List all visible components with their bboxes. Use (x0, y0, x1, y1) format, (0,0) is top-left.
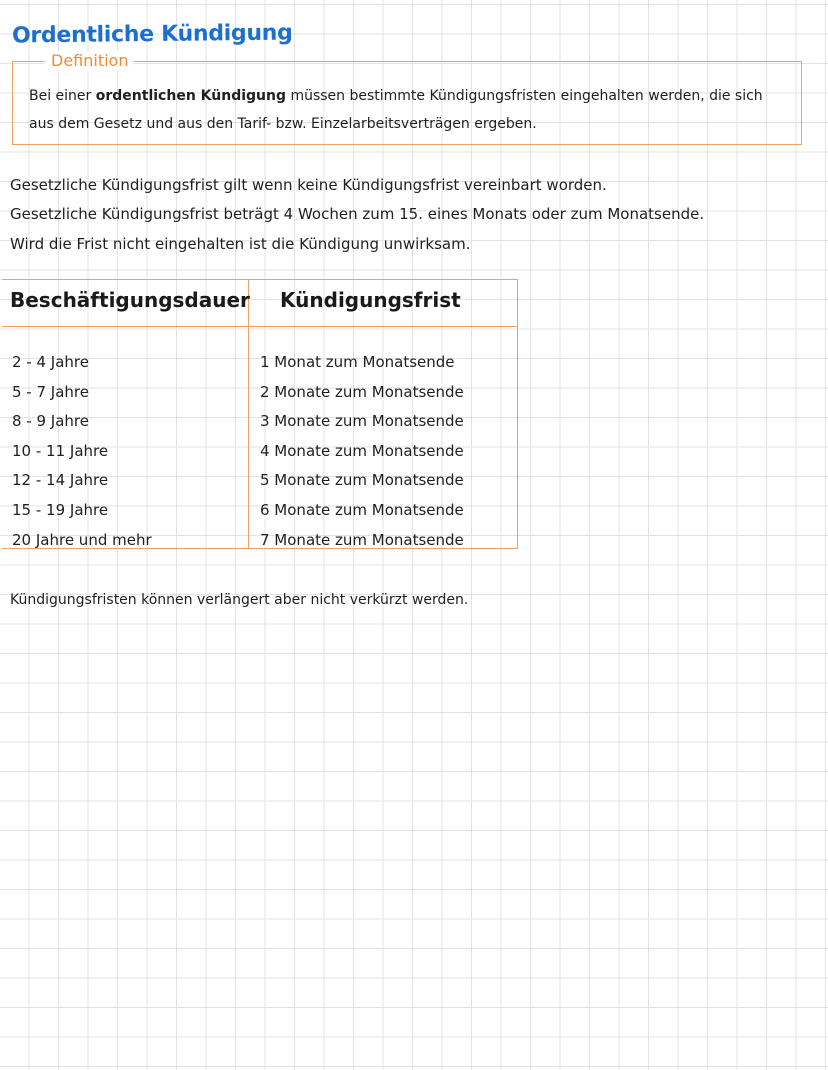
table-cell-notice: 2 Monate zum Monatsende (260, 382, 464, 401)
table-cell-duration: 12 - 14 Jahre (12, 471, 109, 490)
definition-text-before: Bei einer (29, 88, 96, 104)
table-row (2, 470, 517, 500)
table-cell-notice: 5 Monate zum Monatsende (260, 471, 464, 490)
paragraph-1: Gesetzliche Kündigungsfrist gilt wenn keine Kündigungsfrist vereinbart worden. (10, 176, 607, 194)
paragraph-3: Wird die Frist nicht eingehalten ist die Kündigung unwirksam. (10, 235, 471, 253)
table-cell-notice: 3 Monate zum Monatsende (260, 412, 464, 431)
definition-text-line2: aus dem Gesetz und aus den Tarif- bzw. Einzelarbeitsverträgen ergeben. (29, 116, 537, 132)
table-header-duration: Beschäftigungsdauer (10, 288, 250, 312)
table-row (2, 382, 517, 412)
table-cell-notice: 7 Monate zum Monatsende (260, 530, 464, 549)
table-cell-duration: 20 Jahre und mehr (12, 530, 152, 549)
table-cell-notice: 6 Monate zum Monatsende (260, 500, 464, 519)
table-row (2, 411, 517, 441)
table-cell-notice: 4 Monate zum Monatsende (260, 441, 464, 460)
table-cell-duration: 5 - 7 Jahre (12, 382, 89, 401)
table-header-divider (2, 326, 517, 327)
notice-period-table (2, 279, 518, 549)
table-body (2, 352, 517, 559)
definition-bold-term: ordentlichen Kündigung (95, 88, 286, 104)
definition-text (29, 82, 789, 138)
table-row (2, 441, 517, 471)
table-row (2, 530, 517, 560)
table-row (2, 352, 517, 382)
table-cell-notice: 1 Monat zum Monatsende (260, 353, 455, 371)
definition-box (12, 51, 802, 145)
table-cell-duration: 10 - 11 Jahre (12, 441, 109, 460)
paragraph-2: Gesetzliche Kündigungsfrist beträgt 4 Wochen zum 15. eines Monats oder zum Monatsende. (10, 205, 705, 223)
table-header-notice-period: Kündigungsfrist (280, 288, 461, 312)
table-cell-duration: 8 - 9 Jahre (12, 412, 89, 431)
table-cell-duration: 2 - 4 Jahre (12, 353, 89, 371)
table-cell-duration: 15 - 19 Jahre (12, 500, 109, 519)
table-row (2, 500, 517, 530)
definition-text-after: müssen bestimmte Kündigungsfristen eingehalten werden, die sich (286, 88, 763, 104)
definition-label: Definition (45, 51, 134, 71)
page-title: Ordentliche Kündigung (11, 20, 293, 49)
footer-note: Kündigungsfristen können verlängert aber nicht verkürzt werden. (10, 592, 469, 608)
